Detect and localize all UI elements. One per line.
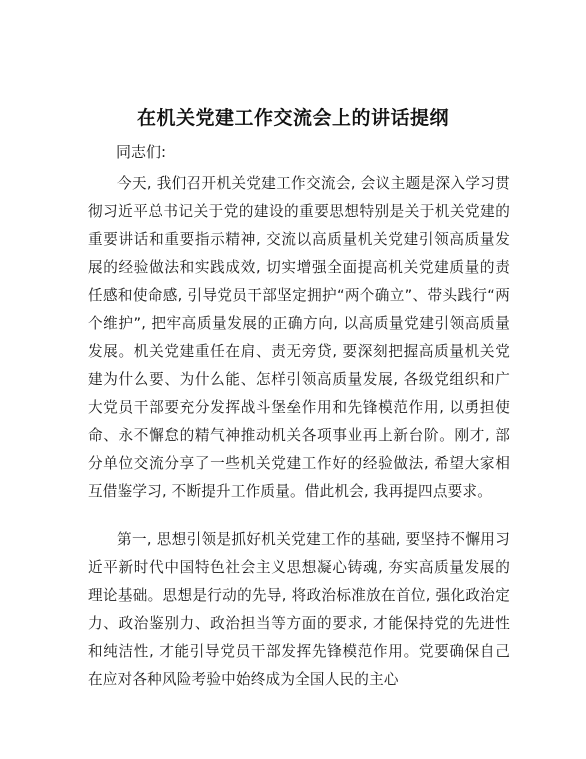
paragraph-opening: 今天, 我们召开机关党建工作交流会, 会议主题是深入学习贯彻习近平总书记关于党的建设的重要思想特别是关于机关党建的重要讲话和重要指示精神, 交流以高质量机关党建引领高质量发展的经验做法和实践成效, 切实增强全面提高机关党建质量的责任感和使命感, 引导党员干部坚定拥护“两个确立”、带头践行“两个维护”, 把牢高质量发展的正确方向, 以高质量党建引领高质量发展。机关党建重任在肩、责无旁贷, 要深刻把握高质量机关党建为什么要、为什么能、怎样引领高质量发展, 各级党组织和广大党员干部要充分发挥战斗堡垒作用和先锋模范作用, 以勇担使命、永不懈怠的精气神推动机关各项事业再上新台阶。刚才, 部分单位交流分享了一些机关党建工作好的经验做法, 希望大家相互借鉴学习, 不断提升工作质量。借此机会, 我再提四点要求。 [88, 175, 510, 500]
paragraph-first-requirement: 第一, 思想引领是抓好机关党建工作的基础, 要坚持不懈用习近平新时代中国特色社会主义思想凝心铸魂, 夯实高质量发展的理论基础。思想是行动的先导, 将政治标准放在首位, 强化政治定力、政治鉴别力、政治担当等方面的要求, 才能保持党的先进性和纯洁性, 才能引导党员干部发挥先锋模范作用。党要确保自己在应对各种风险考验中始终成为全国人民的主心 [88, 531, 510, 688]
salutation: 同志们: [116, 143, 167, 161]
document-title: 在机关党建工作交流会上的讲话提纲 [136, 107, 449, 129]
